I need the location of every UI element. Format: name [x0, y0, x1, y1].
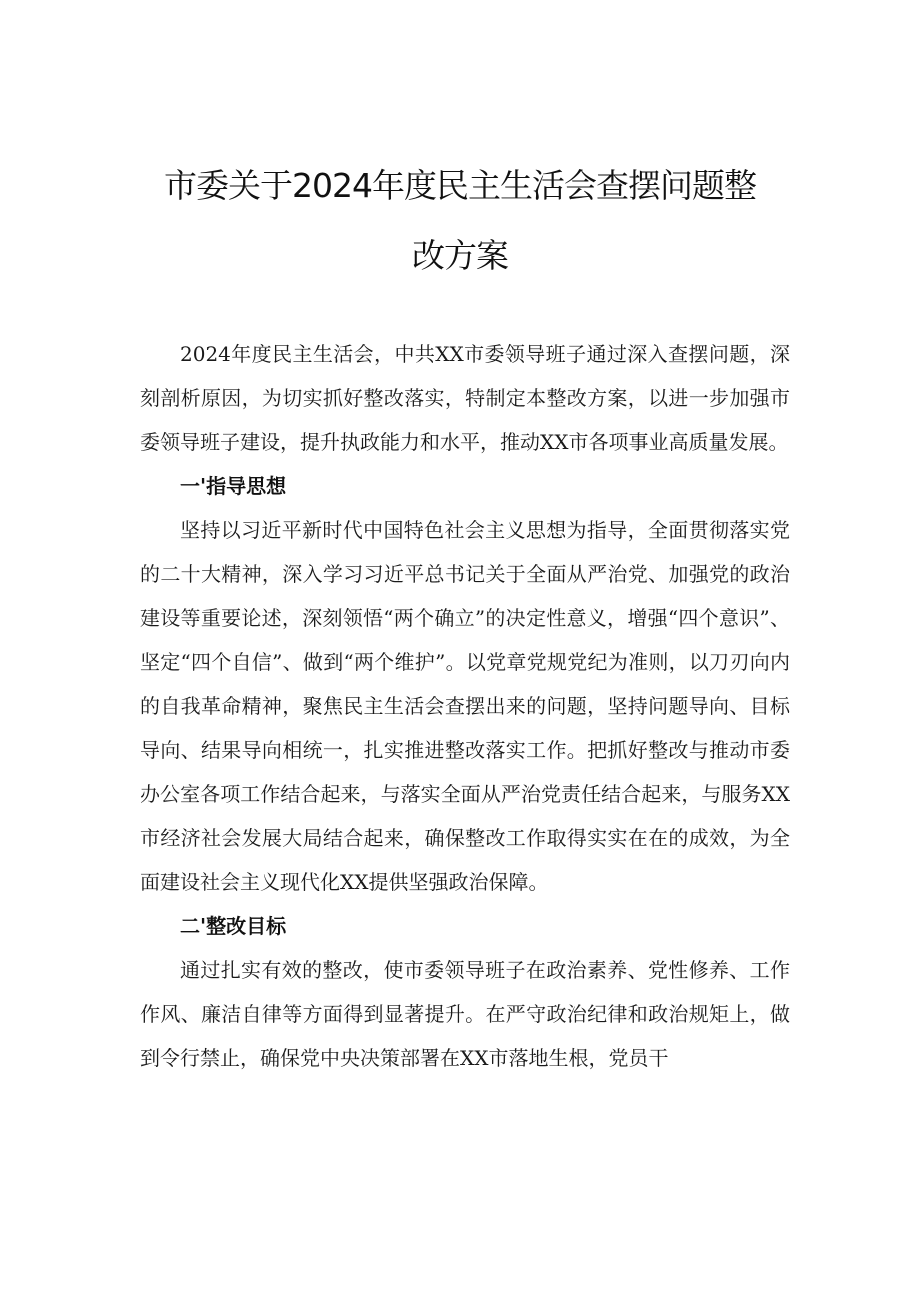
- section-heading-guiding-ideology: 一'指导思想: [180, 474, 287, 498]
- guiding-ideology-paragraph: 坚持以习近平新时代中国特色社会主义思想为指导，全面贯彻落实党的二十大精神，深入学习习近平总书记关于全面从严治党、加强党的政治建设等重要论述，深刻领悟“两个确立”的决定性意义，增强“四个意识”、坚定“四个自信”、做到“两个维护”。以党章党规党纪为准则，以刀刃向内的自我革命精神，聚焦民主生活会查摆出来的问题，坚持问题导向、目标导向、结果导向相统一，扎实推进整改落实工作。把抓好整改与推动市委办公室各项工作结合起来，与落实全面从严治党责任结合起来，与服务XX市经济社会发展大局结合起来，确保整改工作取得实实在在的成效，为全面建设社会主义现代化XX提供坚强政治保障。: [140, 518, 790, 894]
- section-heading-rectification-goals: 二'整改目标: [180, 914, 287, 938]
- document-title-line-2: 改方案: [412, 236, 508, 275]
- document-title-line-1: 市委关于2024年度民主生活会查摆问题整: [164, 166, 756, 205]
- rectification-goals-paragraph: 通过扎实有效的整改，使市委领导班子在政治素养、党性修养、工作作风、廉洁自律等方面得到显著提升。在严守政治纪律和政治规矩上，做到令行禁止，确保党中央决策部署在XX市落地生根，党员干: [140, 958, 790, 1070]
- document-body: [140, 332, 790, 1080]
- intro-paragraph: 2024年度民主生活会，中共XX市委领导班子通过深入查摆问题，深刻剖析原因，为切实抓好整改落实，特制定本整改方案，以进一步加强市委领导班子建设，提升执政能力和水平，推动XX市各项事业高质量发展。: [140, 342, 790, 454]
